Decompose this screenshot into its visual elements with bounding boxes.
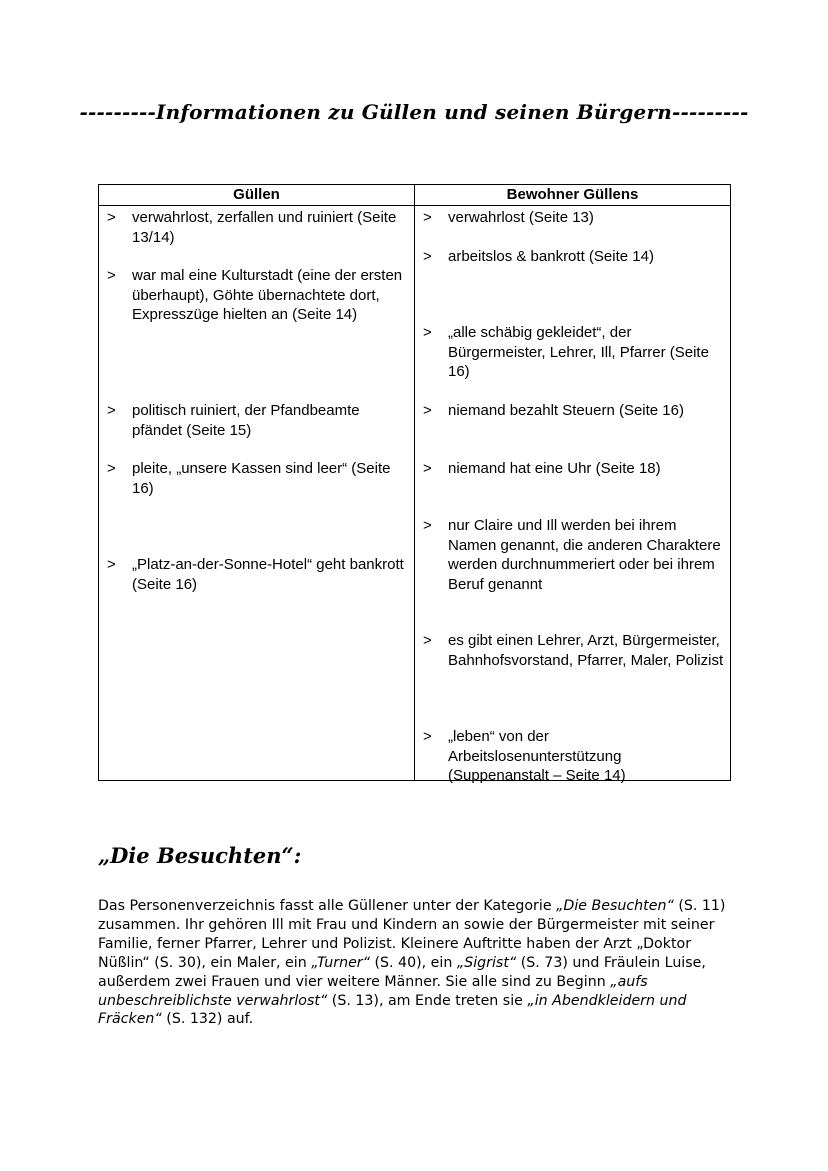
bewohner-column xyxy=(415,206,731,784)
bullet-icon: > xyxy=(423,324,432,341)
list-item: > politisch ruiniert, der Pfandbeamte pfändet (Seite 15) xyxy=(107,402,360,439)
bullet-icon: > xyxy=(423,517,432,534)
list-item: > „Platz-an-der-Sonne-Hotel“ geht bankrott (Seite 16) xyxy=(107,556,404,593)
bullet-icon: > xyxy=(423,209,432,226)
bullet-icon: > xyxy=(107,267,116,284)
bullet-icon: > xyxy=(107,209,116,226)
besuchten-paragraph: Das Personenverzeichnis fasst alle Güllener unter der Kategorie „Die Besuchten“ (S. 11) zusammen. Ihr gehören Ill mit Frau und Kindern an sowie der Bürgermeister mit seiner Familie, ferner Pfarrer, Lehrer und Polizist. Kleinere Auftritte haben der Arzt „Doktor Nüßlin“ (S. 30), ein Maler, ein „Turner“ (S. 40), ein „Sigrist“ (S. 73) und Fräulein Luise, außerdem zwei Frauen und vier weitere Männer. Sie alle sind zu Beginn „aufs unbeschreiblichste verwahrlost“ (S. 13), am Ende treten sie „in Abendkleidern und Fräcken“ (S. 132) auf. xyxy=(98,898,726,1028)
list-item: > niemand hat eine Uhr (Seite 18) xyxy=(423,460,661,477)
bullet-icon: > xyxy=(107,402,116,419)
column-header-guellen: Güllen xyxy=(99,185,415,206)
bullet-icon: > xyxy=(423,460,432,477)
page-title: ---------Informationen zu Güllen und seinen Bürgern--------- xyxy=(79,100,749,124)
list-item: > verwahrlost (Seite 13) xyxy=(423,209,594,226)
guellen-column xyxy=(99,206,415,781)
list-item: > arbeitslos & bankrott (Seite 14) xyxy=(423,248,654,265)
bullet-icon: > xyxy=(107,460,116,477)
column-header-bewohner: Bewohner Güllens xyxy=(415,185,731,206)
list-item: > niemand bezahlt Steuern (Seite 16) xyxy=(423,402,684,419)
besuchten-heading: „Die Besuchten“: xyxy=(98,843,302,868)
list-item: > verwahrlost, zerfallen und ruiniert (Seite 13/14) xyxy=(107,209,397,246)
info-table xyxy=(98,184,731,784)
list-item: > nur Claire und Ill werden bei ihrem Namen genannt, die anderen Charaktere werden durchnummeriert oder bei ihrem Beruf genannt xyxy=(423,517,721,593)
list-item: > pleite, „unsere Kassen sind leer“ (Seite 16) xyxy=(107,460,391,497)
bullet-icon: > xyxy=(423,402,432,419)
bullet-icon: > xyxy=(423,248,432,265)
list-item: > war mal eine Kulturstadt (eine der ersten überhaupt), Göhte übernachtete dort, Expresszüge hielten an (Seite 14) xyxy=(107,267,403,323)
bullet-icon: > xyxy=(423,728,432,745)
bullet-icon: > xyxy=(107,556,116,573)
list-item: > „leben“ von der Arbeitslosenunterstützung (Suppenanstalt – Seite 14) xyxy=(423,728,626,784)
list-item: > „alle schäbig gekleidet“, der Bürgermeister, Lehrer, Ill, Pfarrer (Seite 16) xyxy=(423,324,709,380)
bullet-icon: > xyxy=(423,632,432,649)
list-item: > es gibt einen Lehrer, Arzt, Bürgermeister, Bahnhofsvorstand, Pfarrer, Maler, Polizist xyxy=(423,632,724,669)
